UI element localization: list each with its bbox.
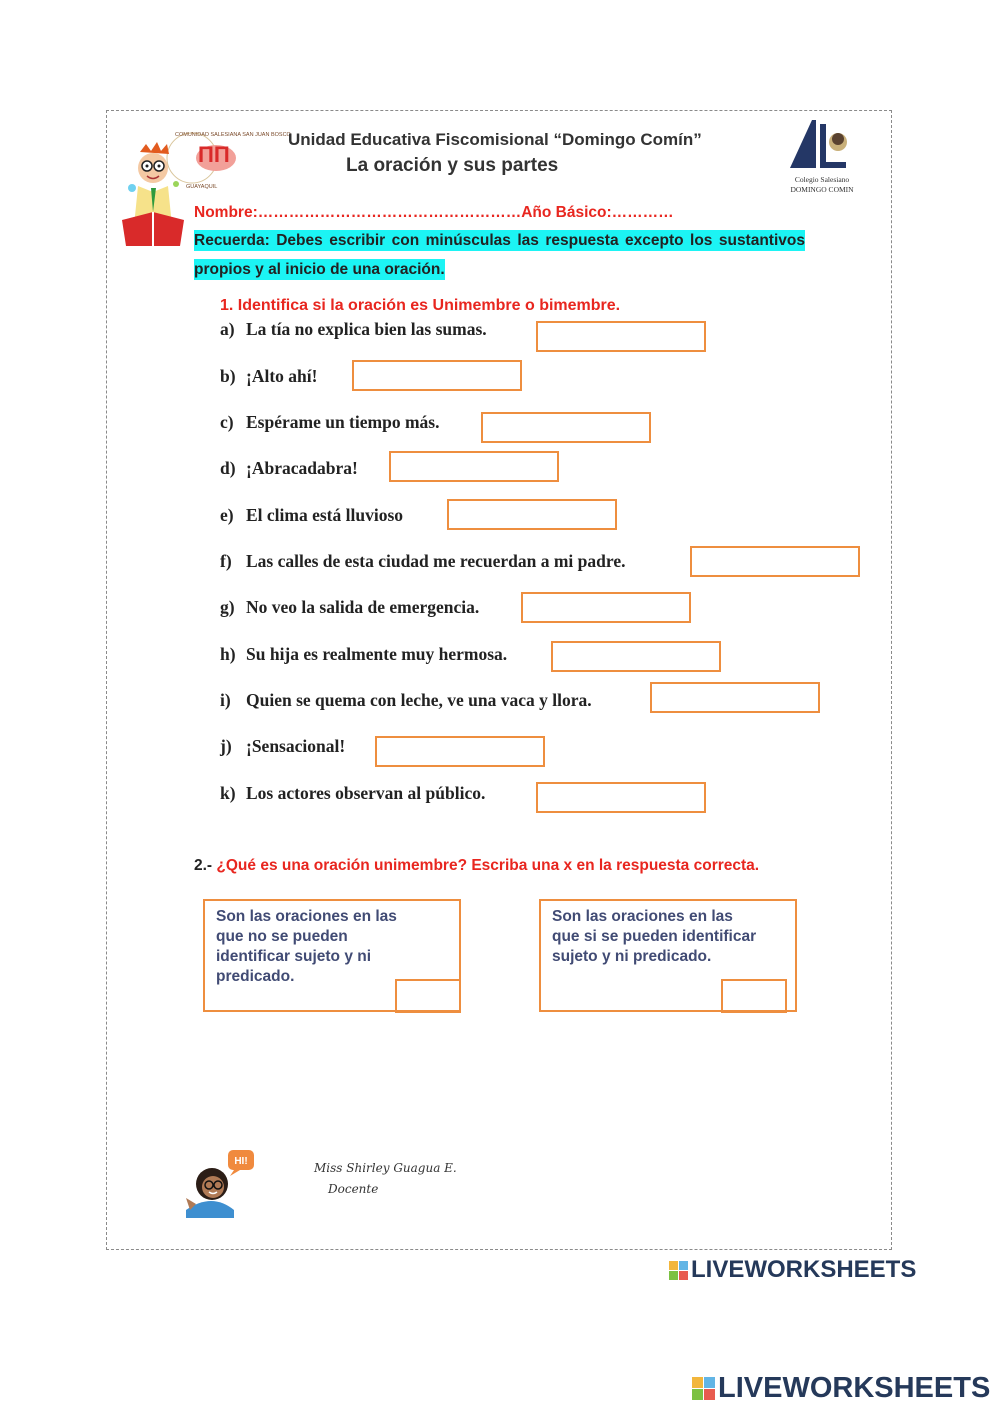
answer-box-c[interactable] [481,412,651,443]
sentence-text: ¡Abracadabra! [246,458,358,478]
sentence-item-h: h) Su hija es realmente muy hermosa. [220,644,508,664]
option-2-answer-box[interactable] [721,979,787,1013]
answer-box-d[interactable] [389,451,559,482]
question-2-title: 2.- ¿Qué es una oración unimembre? Escriba una x en la respuesta correcta. [194,857,760,874]
sentence-text: Espérame un tiempo más. [246,412,440,432]
answer-box-e[interactable] [447,499,617,530]
liveworksheets-badge-icon [669,1261,688,1280]
option-text-2: Son las oraciones en las que si se pueden identificar sujeto y ni predicado. [552,908,757,965]
sentence-text: Quien se quema con leche, ve una vaca y llora. [246,690,592,710]
svg-text:COMUNIDAD SALESIANA SAN JUAN B: COMUNIDAD SALESIANA SAN JUAN BOSCO [175,132,291,138]
name-grade-field: Nombre:……………………………………………Año Básico:………… [194,204,674,221]
sentence-text: Los actores observan al público. [246,783,486,803]
sentence-item-j: j) ¡Sensacional! [220,736,346,756]
question-1-title: 1. Identifica si la oración es Unimembre o bimembre. [220,297,621,314]
sentence-item-i: i) Quien se quema con leche, ve una vaca y llora. [220,690,592,710]
answer-box-h[interactable] [551,641,721,672]
teacher-role: Docente [328,1182,379,1196]
sentence-item-e: e) El clima está lluvioso [220,505,404,525]
teacher-signature: Miss Shirley Guagua E. [314,1161,457,1175]
sentence-text: ¡Sensacional! [246,736,346,756]
svg-text:HI!: HI! [234,1156,248,1167]
sentence-item-c: c) Espérame un tiempo más. [220,412,440,432]
sentence-text: No veo la salida de emergencia. [246,597,480,617]
sentence-item-a: a) La tía no explica bien las sumas. [220,319,487,339]
answer-box-a[interactable] [536,321,706,352]
colegio-logo [782,114,862,200]
sentence-text: Su hija es realmente muy hermosa. [246,644,508,664]
option-text-1: Son las oraciones en las que no se pueden identificar sujeto y ni predicado. [216,908,397,985]
svg-text:Colegio Salesiano: Colegio Salesiano [794,175,850,184]
speech-bubble-icon [228,1150,254,1176]
sentence-text: ¡Alto ahí! [246,366,318,386]
sentence-item-b: b) ¡Alto ahí! [220,366,318,386]
answer-box-g[interactable] [521,592,691,623]
svg-text:GUAYAQUIL: GUAYAQUIL [186,184,218,190]
sentence-text: La tía no explica bien las sumas. [246,319,487,339]
teacher-avatar [182,1148,258,1218]
colegio-emblem-icon [790,120,847,168]
boy-character-icon [122,142,184,246]
svg-text:ΠΠ: ΠΠ [198,142,230,167]
answer-box-i[interactable] [650,682,820,713]
liveworksheets-logo-footer: LIVEWORKSHEETS [692,1372,990,1405]
liveworksheets-logo-inner: LIVEWORKSHEETS [669,1256,916,1284]
answer-box-f[interactable] [690,546,860,577]
answer-box-j[interactable] [375,736,545,767]
sentence-item-k: k) Los actores observan al público. [220,783,486,803]
reminder-text: Recuerda: Debes escribir con minúsculas las respuesta excepto los sustantivos propios y al inicio de una oración. [194,232,805,278]
worksheet-title: La oración y sus partes [346,155,559,176]
liveworksheets-badge-icon [692,1377,715,1400]
option-1-answer-box[interactable] [395,979,461,1013]
reminder-note [194,226,805,284]
teacher-character-icon [186,1168,234,1218]
answer-box-b[interactable] [352,360,522,391]
sentence-text: El clima está lluvioso [246,505,404,525]
sentence-item-g: g) No veo la salida de emergencia. [220,597,480,617]
school-title: Unidad Educativa Fiscomisional “Domingo Comín” [288,130,702,149]
svg-text:DOMINGO COMIN: DOMINGO COMIN [790,185,854,194]
sentence-text: Las calles de esta ciudad me recuerdan a mi padre. [246,551,626,571]
answer-box-k[interactable] [536,782,706,813]
sentence-item-f: f) Las calles de esta ciudad me recuerdan a mi padre. [220,551,626,571]
sentence-item-d: d) ¡Abracadabra! [220,458,358,478]
